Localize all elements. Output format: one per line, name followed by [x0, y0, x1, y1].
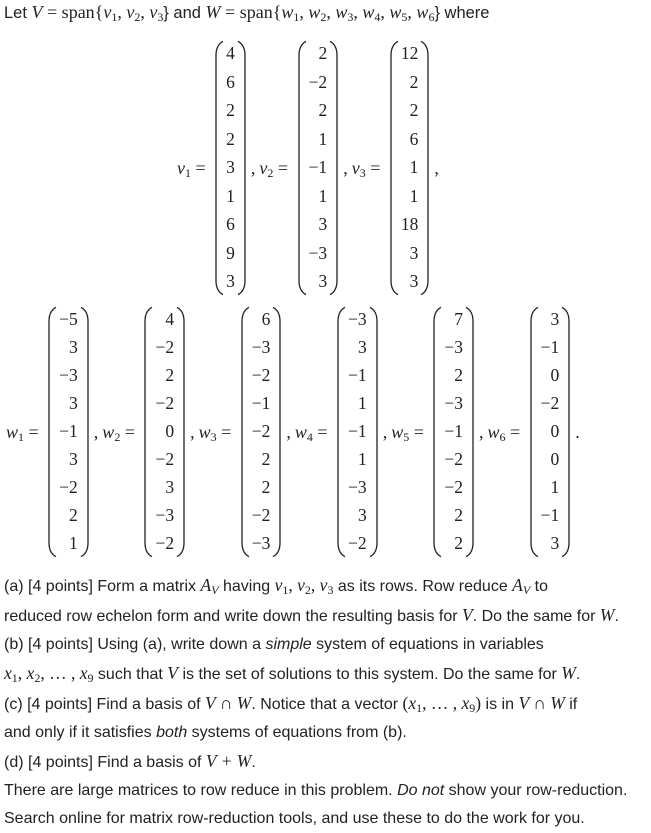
v3-entry: 18: [400, 214, 419, 235]
w3-sub: 3: [210, 429, 217, 444]
w6-entry: −2: [540, 393, 560, 414]
w5-entry: 2: [454, 533, 463, 554]
w6-sub: 6: [499, 429, 506, 444]
w5-entry: 2: [454, 505, 463, 526]
part-a-V: V: [462, 605, 473, 625]
part-d-text-1: (d) [4 points] Find a basis of: [4, 754, 206, 771]
part-b-simple: simple: [265, 636, 312, 653]
v2-vector: [298, 40, 339, 296]
v2-sub: 2: [267, 165, 274, 180]
intro-w1-sub: 1: [293, 10, 300, 24]
w3-entry: −1: [251, 393, 271, 414]
part-a-W: W: [599, 605, 615, 625]
w2-vector: [144, 306, 185, 558]
part-d-period: .: [251, 754, 256, 771]
v2-entry: 3: [318, 270, 328, 291]
w3-name: w: [198, 421, 211, 442]
w6-entry: 0: [550, 421, 560, 442]
v3-equals: =: [365, 157, 385, 178]
note-do-not: Do not: [397, 782, 445, 799]
part-c-paren-close: ): [475, 693, 482, 713]
w2-entry: −2: [155, 393, 175, 414]
intro-v1-sub: 1: [111, 10, 118, 24]
w2-entry: −2: [155, 449, 175, 470]
w6-label: [485, 422, 526, 443]
v2-entry: −3: [308, 242, 328, 263]
left-paren: [241, 306, 250, 558]
note-line-1: [4, 777, 649, 805]
w1-entry: 3: [69, 393, 78, 414]
part-c-x1: x: [408, 693, 417, 713]
w3-separator: ,: [286, 421, 291, 442]
w5-entry: −3: [444, 337, 463, 358]
w6-equals: =: [505, 421, 525, 442]
w2-entry: 2: [165, 365, 175, 386]
w2-entry: 0: [165, 421, 175, 442]
v1-entry: 1: [226, 185, 235, 206]
w4-sub: 4: [306, 429, 313, 444]
w2-name: w: [102, 421, 115, 442]
part-b-text-3: such that: [93, 666, 168, 683]
v2-entry: 3: [318, 214, 328, 235]
w5-entry: 7: [454, 309, 463, 330]
part-c-text-2: . Notice that a vector: [251, 696, 403, 713]
w5-vector: [433, 306, 474, 558]
part-a-text-2: having: [218, 578, 275, 595]
intro-v3-sub: 3: [157, 10, 164, 24]
w1-entry: −3: [59, 365, 78, 386]
w5-entry: −2: [444, 449, 463, 470]
part-b-period: .: [575, 666, 581, 683]
part-c-x9: x: [461, 693, 470, 713]
right-paren: [237, 40, 246, 296]
w2-separator: ,: [190, 421, 195, 442]
w6-entry: 0: [550, 449, 560, 470]
part-a-period: .: [614, 608, 619, 625]
w6-entry: −1: [540, 337, 560, 358]
w2-entry: 3: [165, 477, 175, 498]
w1-name: w: [6, 421, 19, 442]
v3-label: [350, 158, 387, 179]
v3-entry: 3: [409, 242, 419, 263]
v1-entry: 9: [226, 242, 235, 263]
w3-entry: −2: [251, 505, 271, 526]
intro-span-V: = span{: [42, 2, 104, 22]
part-b-text-1: (b) [4 points] Using (a), write down a: [4, 636, 266, 653]
w2-label: [100, 422, 141, 443]
v1-entry: 3: [226, 157, 235, 178]
w4-entry: −2: [348, 533, 367, 554]
v2-equals: =: [273, 157, 293, 178]
intro-span-W: = span{: [220, 2, 282, 22]
v3-entry: 12: [400, 43, 419, 64]
w4-entry: −3: [348, 477, 367, 498]
part-a-v3-sub: 3: [327, 583, 334, 597]
part-c-text-1: (c) [4 points] Find a basis of: [4, 696, 205, 713]
w4-vector: [337, 306, 378, 558]
intro-V: V: [31, 2, 43, 22]
part-b-text-4: is the set of solutions to this system. Do the same for: [178, 666, 562, 683]
left-paren: [337, 306, 346, 558]
right-paren: [420, 40, 429, 296]
w6-vector: [530, 306, 571, 558]
intro-W: W: [205, 2, 221, 22]
part-c-paren-open: (: [402, 693, 409, 713]
part-c-line-1: [4, 689, 649, 719]
part-d-line: [4, 747, 649, 777]
v1-label: [175, 158, 212, 179]
w1-entry: 1: [69, 533, 78, 554]
part-a-text-6: . Do the same for: [472, 608, 600, 625]
v-vectors-row: [175, 40, 441, 296]
w3-equals: =: [216, 421, 236, 442]
w5-label: [389, 422, 430, 443]
v1-sub: 1: [185, 165, 191, 180]
part-c-text-4: if: [564, 696, 578, 713]
intro-w6-sub: 6: [428, 10, 435, 24]
part-c-line-2: [4, 719, 649, 747]
v3-entry: 2: [409, 71, 419, 92]
intro-v3: v: [149, 2, 158, 22]
part-c-text-6: systems of equations from (b).: [187, 724, 407, 741]
v1-entry: 2: [226, 128, 235, 149]
part-a-text-1: (a) [4 points] Form a matrix: [4, 578, 201, 595]
intro-w3-sub: 3: [347, 10, 354, 24]
intro-and: } and: [163, 4, 206, 22]
right-paren: [329, 40, 338, 296]
v1-equals: =: [191, 157, 211, 178]
w4-equals: =: [312, 421, 333, 442]
w2-sub: 2: [114, 429, 121, 444]
v3-entry: 1: [409, 185, 419, 206]
w2-entry: 4: [165, 309, 175, 330]
part-a-v2-sub: 2: [304, 583, 311, 597]
intro-v1: v: [103, 2, 112, 22]
w1-entry: 2: [69, 505, 78, 526]
w6-entry: 0: [550, 365, 560, 386]
v1-vector: [215, 40, 246, 296]
left-paren: [530, 306, 539, 558]
intro-v2-sub: 2: [134, 10, 141, 24]
part-a-comma-2: ,: [310, 575, 320, 595]
w2-entry: −2: [155, 337, 175, 358]
intro-w5: w: [389, 2, 402, 22]
intro-w1: w: [281, 2, 294, 22]
w5-name: w: [391, 421, 404, 442]
intro-w3: w: [335, 2, 348, 22]
part-a-v1: v: [274, 575, 283, 595]
part-a-A2: A: [512, 575, 523, 595]
v3-name: v: [351, 157, 360, 178]
w6-entry: 3: [550, 533, 560, 554]
intro-w5-sub: 5: [401, 10, 408, 24]
left-paren: [390, 40, 399, 296]
part-b-comma: ,: [17, 663, 27, 683]
w1-vector: [48, 306, 89, 558]
w1-entry: 3: [69, 449, 78, 470]
w6-separator: .: [575, 421, 580, 442]
w5-entry: −1: [444, 421, 463, 442]
part-a-line-2: [4, 601, 649, 631]
w2-entry: −3: [155, 505, 175, 526]
intro-w2-sub: 2: [320, 10, 327, 24]
w3-entry: −2: [251, 365, 271, 386]
v1-entry: 2: [226, 100, 235, 121]
w3-entry: 2: [261, 477, 271, 498]
w1-entry: −2: [59, 477, 78, 498]
right-paren: [176, 306, 185, 558]
v2-name: v: [259, 157, 268, 178]
w4-entry: −1: [348, 365, 367, 386]
part-a-A: A: [200, 575, 212, 595]
left-paren: [433, 306, 442, 558]
v2-entry: 1: [318, 185, 328, 206]
w5-separator: ,: [478, 421, 484, 442]
right-paren: [80, 306, 89, 558]
w5-sub: 5: [403, 429, 410, 444]
v2-label: [257, 158, 294, 179]
v3-entry: 6: [409, 128, 419, 149]
v3-entry: 3: [409, 270, 419, 291]
v2-entry: −1: [308, 157, 328, 178]
part-b-text-2: system of equations in variables: [311, 636, 544, 653]
w3-entry: −2: [251, 421, 271, 442]
w2-entry: −2: [155, 533, 175, 554]
w6-entry: 1: [550, 477, 560, 498]
part-b-line-1: [4, 631, 649, 659]
v3-separator: ,: [434, 157, 439, 178]
w4-entry: −3: [348, 309, 367, 330]
v1-separator: ,: [250, 157, 256, 178]
v1-entry: 6: [226, 71, 235, 92]
part-d-VplusW: V + W: [205, 751, 252, 771]
part-a-v2: v: [297, 575, 305, 595]
note-text-1: There are large matrices to row reduce in this problem.: [4, 782, 398, 799]
w5-entry: 2: [454, 365, 463, 386]
w4-entry: 3: [357, 337, 367, 358]
part-c-x9-sub: 9: [469, 701, 476, 715]
w1-entry: −1: [59, 421, 78, 442]
v2-entry: 2: [318, 43, 328, 64]
w5-entry: −2: [444, 477, 463, 498]
part-b-x9: x: [79, 663, 88, 683]
w6-entry: 3: [550, 309, 560, 330]
w4-separator: ,: [382, 421, 388, 442]
w1-sub: 1: [18, 429, 25, 444]
w3-entry: −3: [251, 533, 271, 554]
v2-entry: 1: [318, 128, 328, 149]
left-paren: [48, 306, 57, 558]
w4-entry: −1: [348, 421, 367, 442]
intro-v2: v: [126, 2, 135, 22]
note-text-3: Search online for matrix row-reduction tools, and use these to do the work for you.: [4, 810, 585, 827]
part-a-line-1: [4, 571, 649, 601]
intro-w4: w: [362, 2, 375, 22]
v3-vector: [390, 40, 430, 296]
w6-entry: −1: [540, 505, 560, 526]
part-a-text-4: to: [530, 578, 549, 595]
w3-entry: 6: [261, 309, 271, 330]
right-paren: [561, 306, 570, 558]
part-b-x1: x: [4, 663, 12, 683]
w4-entry: 1: [357, 449, 367, 470]
left-paren: [144, 306, 153, 558]
intro-let: Let: [4, 4, 27, 22]
w6-name: w: [487, 421, 500, 442]
v2-entry: 2: [318, 100, 328, 121]
part-b-dots: , … ,: [40, 663, 80, 683]
part-c-text-5: and only if it satisfies: [4, 724, 157, 741]
part-b-x2-sub: 2: [34, 671, 41, 685]
v1-entry: 4: [226, 43, 235, 64]
part-b-x2: x: [26, 663, 35, 683]
intro-w6: w: [416, 2, 429, 22]
part-c-VcapW-2: V ∩ W: [518, 693, 565, 713]
note-line-2: [4, 805, 649, 833]
v2-entry: −2: [308, 71, 328, 92]
intro-w4-sub: 4: [374, 10, 381, 24]
v3-sub: 3: [359, 165, 366, 180]
w3-label: [197, 422, 238, 443]
w1-entry: 3: [69, 337, 78, 358]
intro-line: Let $V = span\{v_1$, $v_2$, $v_3$} and $W = span\{w_1$, $w_2$, $w_3$, $w_4$, $w_5$, $w_6$} where: [4, 2, 490, 24]
w4-name: w: [294, 421, 307, 442]
part-b-x1-sub: 1: [11, 671, 18, 685]
v2-separator: ,: [343, 157, 348, 178]
w4-label: [293, 422, 334, 443]
w5-entry: −3: [444, 393, 463, 414]
part-a-v1-sub: 1: [282, 583, 289, 597]
v1-entry: 3: [226, 270, 235, 291]
v1-entry: 6: [226, 214, 235, 235]
w1-label: [4, 422, 45, 443]
left-paren: [215, 40, 224, 296]
w1-equals: =: [24, 421, 44, 442]
w3-entry: −3: [251, 337, 271, 358]
w2-equals: =: [120, 421, 140, 442]
part-b-line-2: [4, 659, 649, 689]
w3-vector: [241, 306, 282, 558]
w3-entry: 2: [261, 449, 271, 470]
part-c-x1-sub: 1: [416, 701, 423, 715]
part-c-text-3: is in: [481, 696, 519, 713]
part-a-A-sub: V: [211, 583, 219, 597]
part-a-text-3: as its rows. Row reduce: [333, 578, 513, 595]
left-paren: [298, 40, 307, 296]
part-b-V: V: [167, 663, 178, 683]
right-paren: [369, 306, 378, 558]
intro-w2: w: [308, 2, 321, 22]
part-c-VcapW: V ∩ W: [204, 693, 252, 713]
w5-equals: =: [409, 421, 429, 442]
part-c-both: both: [156, 724, 188, 741]
right-paren: [272, 306, 281, 558]
part-a-v3: v: [319, 575, 328, 595]
w4-entry: 1: [357, 393, 367, 414]
v3-entry: 2: [409, 100, 419, 121]
part-b-W: W: [561, 663, 576, 683]
w4-entry: 3: [357, 505, 367, 526]
note-text-2: show your row-reduction.: [444, 782, 628, 799]
intro-where: } where: [434, 4, 490, 22]
v1-name: v: [177, 157, 185, 178]
w1-entry: −5: [59, 309, 78, 330]
part-a-A2-sub: V: [522, 583, 531, 597]
w-vectors-row: [4, 306, 582, 558]
right-paren: [465, 306, 474, 558]
part-a-comma-1: ,: [288, 575, 298, 595]
part-b-x9-sub: 9: [87, 671, 94, 685]
part-c-dots: , … ,: [422, 693, 462, 713]
part-a-text-5: reduced row echelon form and write down the resulting basis for: [4, 608, 463, 625]
question-parts: [4, 571, 649, 833]
w1-separator: ,: [93, 421, 99, 442]
v3-entry: 1: [409, 157, 419, 178]
